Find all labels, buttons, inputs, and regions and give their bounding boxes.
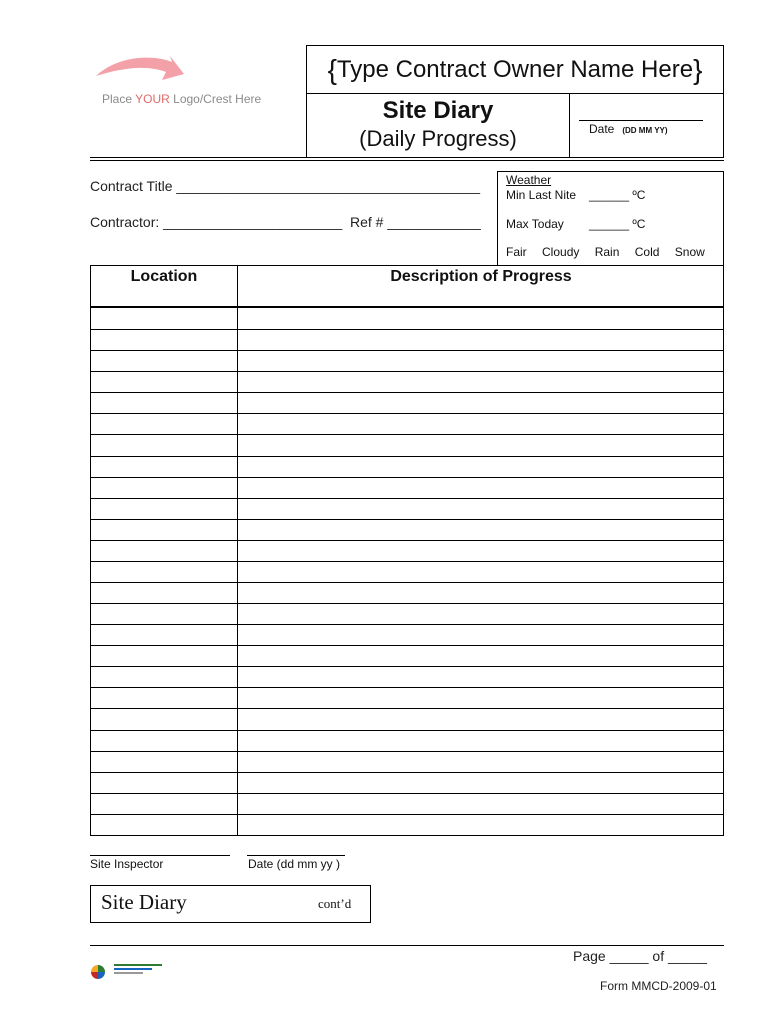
table-row	[91, 540, 723, 561]
page-number-field[interactable]: Page _____ of _____	[573, 948, 707, 964]
description-cell[interactable]	[238, 393, 723, 413]
page-title: Site Diary	[382, 97, 494, 124]
column-header-description: Description of Progress	[390, 268, 572, 285]
description-cell[interactable]	[238, 330, 723, 350]
table-row	[91, 456, 723, 477]
org-name-lines	[114, 964, 162, 976]
weather-conditions	[506, 245, 705, 259]
description-cell[interactable]	[238, 499, 723, 519]
table-row	[91, 624, 723, 645]
organization-logo	[90, 962, 162, 982]
location-cell[interactable]	[91, 688, 238, 708]
description-cell[interactable]	[238, 815, 723, 835]
weather-box	[497, 171, 724, 266]
location-cell[interactable]	[91, 752, 238, 772]
table-row	[91, 730, 723, 751]
contract-owner-text: Type Contract Owner Name Here	[336, 55, 694, 83]
description-cell[interactable]	[238, 583, 723, 603]
description-cell[interactable]	[238, 752, 723, 772]
table-row	[91, 371, 723, 392]
table-row	[91, 434, 723, 455]
logo-text: Place YOUR Logo/Crest Here	[102, 92, 262, 106]
continuation-box	[90, 885, 371, 923]
table-row	[91, 350, 723, 371]
location-cell[interactable]	[91, 667, 238, 687]
location-cell[interactable]	[91, 794, 238, 814]
table-row	[91, 772, 723, 793]
form-code: Form MMCD-2009-01	[600, 979, 717, 993]
condition-rain[interactable]: Rain	[594, 245, 620, 259]
location-cell[interactable]	[91, 773, 238, 793]
location-cell[interactable]	[91, 646, 238, 666]
table-row	[91, 329, 723, 350]
date-entry-line[interactable]	[579, 120, 703, 121]
description-cell[interactable]	[238, 520, 723, 540]
description-cell[interactable]	[238, 457, 723, 477]
description-cell[interactable]	[238, 625, 723, 645]
description-cell[interactable]	[238, 351, 723, 371]
table-row	[91, 708, 723, 729]
progress-table	[90, 265, 724, 836]
description-cell[interactable]	[238, 731, 723, 751]
location-cell[interactable]	[91, 583, 238, 603]
continuation-title: Site Diary	[101, 890, 187, 914]
description-cell[interactable]	[238, 541, 723, 561]
footer-rule	[90, 945, 724, 946]
description-cell[interactable]	[238, 709, 723, 729]
description-cell[interactable]	[238, 414, 723, 434]
header-box	[306, 45, 724, 158]
min-temp-label: Min Last Nite	[506, 188, 577, 202]
description-cell[interactable]	[238, 308, 723, 329]
location-cell[interactable]	[91, 709, 238, 729]
location-cell[interactable]	[91, 815, 238, 835]
location-cell[interactable]	[91, 457, 238, 477]
location-cell[interactable]	[91, 625, 238, 645]
location-cell[interactable]	[91, 478, 238, 498]
table-row	[91, 666, 723, 687]
org-emblem-icon	[90, 964, 106, 980]
table-row	[91, 392, 723, 413]
condition-fair[interactable]: Fair	[506, 245, 527, 259]
table-row	[91, 793, 723, 814]
location-cell[interactable]	[91, 372, 238, 392]
table-row	[91, 687, 723, 708]
description-cell[interactable]	[238, 688, 723, 708]
condition-cloudy[interactable]: Cloudy	[542, 245, 580, 259]
table-row	[91, 603, 723, 624]
table-header	[91, 266, 723, 308]
condition-cold[interactable]: Cold	[634, 245, 660, 259]
min-temp-field[interactable]: ______ ºC	[589, 188, 646, 202]
description-cell[interactable]	[238, 562, 723, 582]
max-temp-label: Max Today	[506, 217, 564, 231]
location-cell[interactable]	[91, 520, 238, 540]
location-cell[interactable]	[91, 562, 238, 582]
date-cell[interactable]	[571, 94, 724, 158]
contractor-field[interactable]: Contractor: _______________________	[90, 214, 343, 230]
description-cell[interactable]	[238, 646, 723, 666]
continuation-subtitle: cont’d	[318, 896, 352, 911]
description-cell[interactable]	[238, 667, 723, 687]
inspector-date-label: Date (dd mm yy )	[248, 857, 341, 871]
location-cell[interactable]	[91, 541, 238, 561]
table-row	[91, 308, 723, 329]
site-inspector-line[interactable]	[90, 855, 230, 856]
date-format: (DD MM YY)	[622, 126, 668, 135]
location-cell[interactable]	[91, 499, 238, 519]
description-cell[interactable]	[238, 435, 723, 455]
condition-snow[interactable]: Snow	[674, 245, 705, 259]
table-row	[91, 814, 723, 835]
site-inspector-label: Site Inspector	[90, 857, 164, 871]
contract-owner-field[interactable]: { Type Contract Owner Name Here }	[307, 46, 723, 94]
date-label: Date (DD MM YY)	[589, 122, 668, 136]
max-temp-field[interactable]: ______ ºC	[589, 217, 646, 231]
description-cell[interactable]	[238, 794, 723, 814]
location-cell[interactable]	[91, 731, 238, 751]
location-cell[interactable]	[91, 351, 238, 371]
description-cell[interactable]	[238, 478, 723, 498]
title-cell	[307, 94, 570, 158]
table-row	[91, 519, 723, 540]
location-cell[interactable]	[91, 414, 238, 434]
table-body	[91, 308, 723, 835]
location-cell[interactable]	[91, 604, 238, 624]
ref-number-field[interactable]: Ref # ____________	[350, 214, 481, 230]
header-rule	[90, 157, 724, 158]
header-rule-double	[90, 160, 724, 161]
column-header-location: Location	[130, 268, 198, 285]
description-cell[interactable]	[238, 372, 723, 392]
location-cell[interactable]	[91, 435, 238, 455]
table-row	[91, 561, 723, 582]
location-cell[interactable]	[91, 330, 238, 350]
weather-title: Weather	[506, 173, 552, 187]
table-row	[91, 751, 723, 772]
contract-title-field[interactable]: Contract Title _______________________________________	[90, 178, 481, 194]
description-cell[interactable]	[238, 773, 723, 793]
location-cell[interactable]	[91, 393, 238, 413]
logo-placeholder	[92, 54, 262, 114]
description-cell[interactable]	[238, 604, 723, 624]
table-row	[91, 498, 723, 519]
table-row	[91, 645, 723, 666]
table-row	[91, 413, 723, 434]
table-row	[91, 582, 723, 603]
swoosh-icon	[92, 54, 202, 94]
inspector-date-line[interactable]	[247, 855, 345, 856]
location-cell[interactable]	[91, 308, 238, 329]
page-subtitle: (Daily Progress)	[359, 126, 517, 151]
table-row	[91, 477, 723, 498]
